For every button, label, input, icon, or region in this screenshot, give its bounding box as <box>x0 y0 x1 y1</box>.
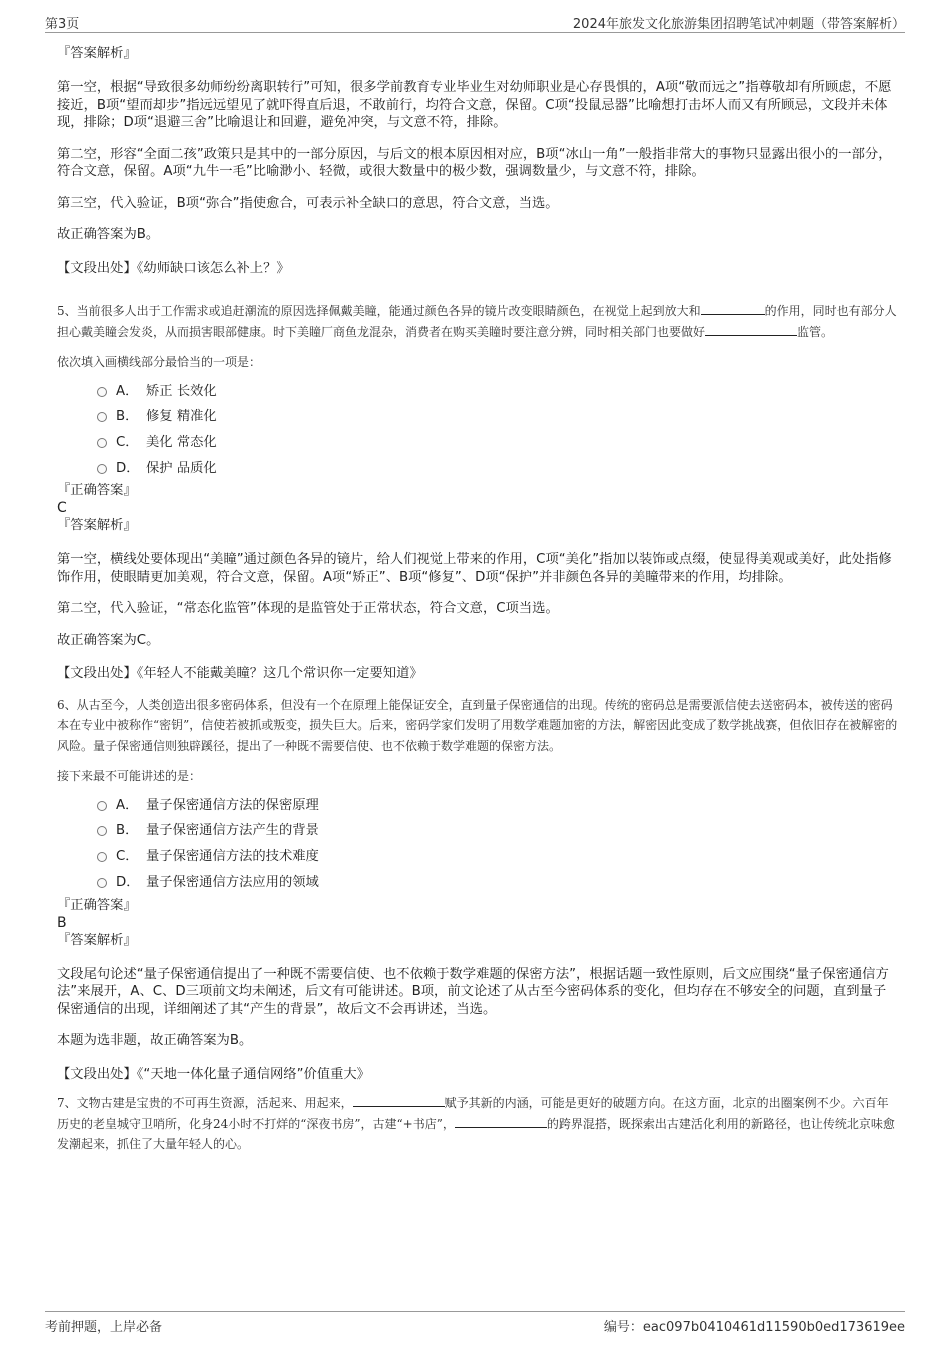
page-footer <box>45 1311 905 1334</box>
q5-option-d[interactable] <box>97 456 898 482</box>
q5-block <box>57 301 898 683</box>
q5-option-a[interactable] <box>97 379 898 405</box>
q5-analysis-para2: 第二空，代入验证，“常态化监管”体现的是监管处于正常状态，符合文意，C项当选。 <box>57 601 559 617</box>
option-text: 量子保密通信方法的技术难度 <box>146 849 319 865</box>
footer-code-label: 编号： <box>603 1320 643 1335</box>
q4-analysis-label: 『答案解析』 <box>57 46 137 61</box>
radio-icon[interactable] <box>97 826 107 836</box>
page-header <box>45 10 905 33</box>
q5-correct-label: 『正确答案』 <box>57 483 137 499</box>
q4-conclusion: 故正确答案为B。 <box>57 227 160 242</box>
option-letter: B． <box>116 409 139 425</box>
option-text: 矫正 长效化 <box>146 383 217 399</box>
q6-correct-label: 『正确答案』 <box>57 897 137 913</box>
q7-text-b: 赋予其新的内涵，可能是更好的破题方向。在这方面，北京的出圈案例不少。六百年历史的老皇城守卫哨所，化身24小时不打烊的“深夜书房”，古建“+书店”， <box>57 1096 889 1131</box>
option-letter: C． <box>116 849 139 865</box>
q5-blank-2 <box>705 323 797 336</box>
option-letter: D． <box>116 460 140 476</box>
option-text: 保护 品质化 <box>146 460 217 476</box>
document-title: 2024年旅发文化旅游集团招聘笔试冲刺题（带答案解析） <box>572 17 905 32</box>
page-content <box>57 44 898 1155</box>
radio-icon[interactable] <box>97 852 107 862</box>
q5-conclusion: 故正确答案为C。 <box>57 632 160 648</box>
q5-correct-answer: C <box>57 500 67 517</box>
q5-analysis-label: 『答案解析』 <box>57 518 137 534</box>
option-letter: B． <box>116 823 139 839</box>
radio-icon[interactable] <box>97 438 107 448</box>
q6-option-a[interactable] <box>97 793 898 819</box>
q4-analysis-para3: 第三空，代入验证，B项“弥合”指使愈合，可表示补全缺口的意思，符合文意，当选。 <box>57 195 559 211</box>
radio-icon[interactable] <box>97 878 107 888</box>
q7-blank-1 <box>353 1094 445 1107</box>
q5-option-b[interactable] <box>97 404 898 430</box>
q5-prompt: 依次填入画横线部分最恰当的一项是： <box>57 355 262 369</box>
q6-analysis-label: 『答案解析』 <box>57 932 137 948</box>
option-letter: C． <box>116 434 139 450</box>
q4-analysis-para2: 第二空，形容“全面二孩”政策只是其中的一部分原因，与后文的根本原因相对应，B项“冰山一角”一般指非常大的事物只显露出很小的一部分，符合文意，保留。A项“九牛一毛”比喻渺小、轻微，或很大数量中的极少数，强调数量少，与文意不符，排除。 <box>57 146 892 179</box>
q5-analysis-para1: 第一空，横线处要体现出“美瞳”通过颜色各异的镜片，给人们视觉上带来的作用，C项“美化”指加以装饰或点缀，使显得美观或美好，此处指修饰作用，使眼睛更加美观，符合文意，保留。A项“矫正”、B项“修复”、D项“保护”并非颜色各异的美瞳带来的作用，均排除。 <box>57 552 892 585</box>
radio-icon[interactable] <box>97 801 107 811</box>
option-text: 量子保密通信方法应用的领域 <box>146 874 319 890</box>
option-letter: A． <box>116 383 139 399</box>
q6-option-d[interactable] <box>97 870 898 896</box>
q7-text-c: 的跨界混搭，既探索出古建活化利用的新路径，也让传统北京味愈发潮起来，抓住了大量年轻人的心。 <box>57 1116 895 1151</box>
option-text: 量子保密通信方法的保密原理 <box>146 797 319 813</box>
q5-question-text <box>57 301 898 342</box>
radio-icon[interactable] <box>97 387 107 397</box>
q5-options <box>97 379 898 482</box>
q6-block <box>57 695 898 1083</box>
option-text: 美化 常态化 <box>146 434 217 450</box>
option-text: 修复 精准化 <box>146 409 217 425</box>
option-letter: A． <box>116 797 139 813</box>
q6-options <box>97 793 898 896</box>
page-number: 第3页 <box>45 17 80 32</box>
q6-option-c[interactable] <box>97 844 898 870</box>
q6-option-b[interactable] <box>97 818 898 844</box>
radio-icon[interactable] <box>97 412 107 422</box>
q5-text-b: 的作用，同时也有部分人担心戴美瞳会发炎，从而损害眼部健康。时下美瞳厂商鱼龙混杂，消费者在购买美瞳时要注意分辨，同时相关部门也要做好 <box>57 304 897 339</box>
q7-text-a: 7、文物古建是宝贵的不可再生资源，活起来、用起来， <box>57 1096 353 1110</box>
q7-question-text <box>57 1093 898 1155</box>
option-letter: D． <box>116 874 140 890</box>
q5-text-a: 5、当前很多人出于工作需求或追赶潮流的原因选择佩戴美瞳，能通过颜色各异的镜片改变眼睛颜色，在视觉上起到放大和 <box>57 304 701 318</box>
footer-slogan: 考前押题，上岸必备 <box>45 1320 163 1335</box>
q6-prompt: 接下来最不可能讲述的是： <box>57 769 202 784</box>
q5-source: 【文段出处】《年轻人不能戴美瞳？这几个常识你一定要知道》 <box>57 666 423 682</box>
q4-analysis-para1: 第一空，根据“导致很多幼师纷纷离职转行”可知，很多学前教育专业毕业生对幼师职业是心存畏惧的，A项“敬而远之”指尊敬却有所顾虑，不愿接近，B项“望而却步”指远远望见了就吓得直后退，不敢前行，均符合文意，保留。C项“投鼠忌器”比喻想打击坏人而又有所顾忌，文段并未体现，排除；D项“退避三舍”比喻退让和回避，避免冲突，与文意不符，排除。 <box>57 80 892 130</box>
q6-analysis-para1: 文段尾句论述“量子保密通信提出了一种既不需要信使、也不依赖于数学难题的保密方法”，根据话题一致性原则，后文应围绕“量子保密通信方法”来展开，A、C、D三项前文均未阐述，后文有可能讲述。B项，前文论述了从古至今密码体系的变化，但均存在不够安全的问题，直到量子保密通信的出现，详细阐述了其“产生的背景”，故后文不会再讲述，当选。 <box>57 966 889 1017</box>
q7-block <box>57 1093 898 1155</box>
q6-source: 【文段出处】《“天地一体化量子通信网络”价值重大》 <box>57 1066 370 1082</box>
footer-code-value: eac097b0410461d11590b0ed173619ee <box>642 1320 905 1335</box>
q6-question-text: 6、从古至今，人类创造出很多密码体系，但没有一个在原理上能保证安全，直到量子保密通信的出现。传统的密码总是需要派信使去送密码本，被传送的密码本在专业中被称作“密钥”，信使若被抓或叛变，损失巨大。后来，密码学家们发明了用数学难题加密的方法，解密因此变成了数学挑战赛，但依旧存在被解密的风险。量子保密通信则独辟蹊径，提出了一种既不需要信使、也不依赖于数学难题的保密方法。 <box>57 697 898 753</box>
q6-conclusion: 本题为选非题，故正确答案为B。 <box>57 1033 253 1048</box>
q5-text-c: 监管。 <box>797 324 834 339</box>
q4-block <box>57 44 898 277</box>
q7-blank-2 <box>455 1115 547 1128</box>
q4-source: 【文段出处】《幼师缺口该怎么补上？》 <box>57 260 290 276</box>
q5-option-c[interactable] <box>97 430 898 456</box>
q6-correct-answer: B <box>57 914 67 931</box>
footer-code <box>604 1316 905 1335</box>
option-text: 量子保密通信方法产生的背景 <box>146 823 319 839</box>
q5-blank-1 <box>701 302 765 315</box>
radio-icon[interactable] <box>97 464 107 474</box>
